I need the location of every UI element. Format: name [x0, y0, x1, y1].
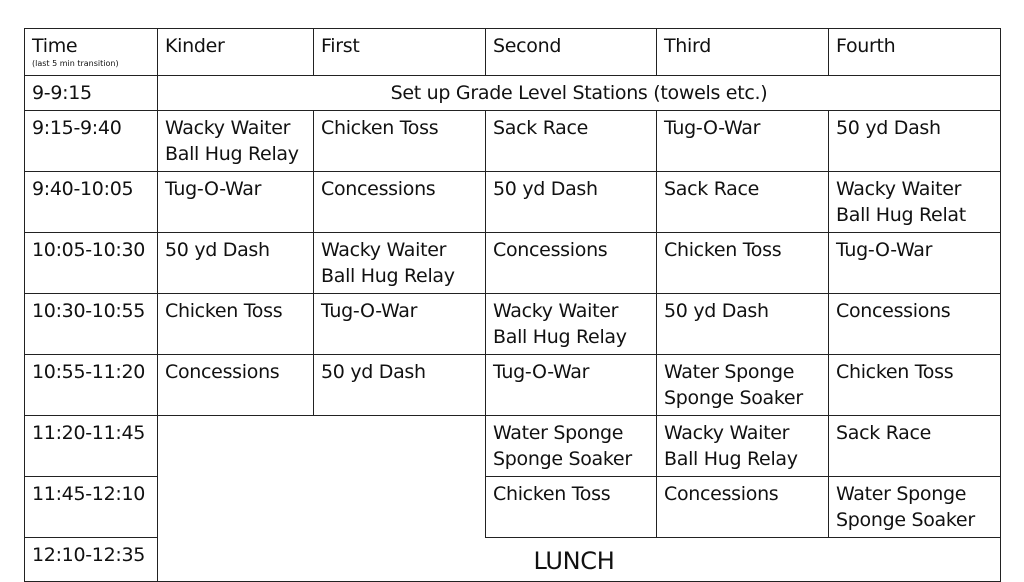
activity-text: Ball Hug Relay [165, 143, 299, 165]
activity-text: Wacky Waiter [664, 422, 790, 444]
activity-text: Wacky Waiter [165, 117, 291, 139]
activity-text: Ball Hug Relay [664, 448, 798, 470]
activity-text: Sponge Soaker [493, 448, 632, 470]
activity-text: 50 yd Dash [321, 361, 426, 383]
cell-fourth [829, 294, 1001, 355]
activity-text: Wacky Waiter [836, 178, 962, 200]
activity-text: Ball Hug Relat [836, 204, 966, 226]
cell-fourth [829, 233, 1001, 294]
lunch-text: LUNCH [533, 546, 615, 575]
cell-second [486, 172, 657, 233]
cell-third [657, 111, 829, 172]
time-cell [25, 416, 158, 477]
activity-text: Concessions [836, 300, 951, 322]
activity-text: 50 yd Dash [165, 239, 270, 261]
activity-text: 12:10-12:35 [32, 544, 146, 566]
cell-kinder [158, 111, 314, 172]
activity-text: Chicken Toss [836, 361, 954, 383]
activity-text: 10:05-10:30 [32, 239, 146, 261]
cell-first [314, 172, 486, 233]
time-cell [25, 538, 158, 582]
activity-text: Sponge Soaker [836, 509, 975, 531]
setup-text: Set up Grade Level Stations (towels etc.) [158, 76, 1001, 111]
activity-text: Concessions [493, 239, 608, 261]
header-time [25, 29, 158, 76]
cell-kinder [158, 233, 314, 294]
cell-second [486, 477, 657, 538]
cell-third [657, 294, 829, 355]
activity-text: Concessions [165, 361, 280, 383]
cell-first [314, 355, 486, 416]
cell-fourth [829, 477, 1001, 538]
lunch-cell [158, 538, 1001, 582]
schedule-row [25, 172, 1001, 233]
empty-cell [158, 416, 486, 538]
cell-first [314, 294, 486, 355]
header-row [25, 29, 1001, 76]
activity-text: 9:15-9:40 [32, 117, 122, 139]
cell-fourth [829, 355, 1001, 416]
schedule-row [25, 294, 1001, 355]
activity-text: Water Sponge [664, 361, 795, 383]
header-kinder: Kinder [158, 29, 314, 76]
activity-text: Sack Race [836, 422, 932, 444]
time-cell [25, 172, 158, 233]
activity-text: Chicken Toss [165, 300, 283, 322]
schedule-row [25, 416, 1001, 477]
activity-text: 10:30-10:55 [32, 300, 146, 322]
activity-text: 50 yd Dash [493, 178, 598, 200]
cell-first [314, 111, 486, 172]
header-time-label: Time [32, 35, 78, 57]
activity-text: Sack Race [493, 117, 589, 139]
cell-third [657, 172, 829, 233]
activity-text: Tug-O-War [836, 239, 933, 261]
setup-row [25, 76, 1001, 111]
schedule-table [24, 28, 1001, 582]
cell-fourth [829, 416, 1001, 477]
schedule-row [25, 233, 1001, 294]
time-cell [25, 111, 158, 172]
activity-text: 11:20-11:45 [32, 422, 146, 444]
cell-second [486, 233, 657, 294]
cell-fourth [829, 172, 1001, 233]
schedule-row [25, 111, 1001, 172]
activity-text: Wacky Waiter [321, 239, 447, 261]
activity-text: Water Sponge [493, 422, 624, 444]
activity-text: Chicken Toss [321, 117, 439, 139]
activity-text: 10:55-11:20 [32, 361, 146, 383]
activity-text: 11:45-12:10 [32, 483, 146, 505]
cell-kinder [158, 355, 314, 416]
activity-text: Water Sponge [836, 483, 967, 505]
cell-third [657, 355, 829, 416]
cell-second [486, 294, 657, 355]
setup-time: 9-9:15 [25, 76, 158, 111]
time-cell [25, 355, 158, 416]
activity-text: 50 yd Dash [836, 117, 941, 139]
activity-text: Ball Hug Relay [493, 326, 627, 348]
activity-text: 50 yd Dash [664, 300, 769, 322]
activity-text: Tug-O-War [321, 300, 418, 322]
header-first: First [314, 29, 486, 76]
activity-text: Chicken Toss [664, 239, 782, 261]
header-third: Third [657, 29, 829, 76]
schedule-row [25, 355, 1001, 416]
activity-text: Tug-O-War [165, 178, 262, 200]
activity-text: Tug-O-War [664, 117, 761, 139]
cell-second [486, 111, 657, 172]
cell-third [657, 233, 829, 294]
cell-kinder [158, 294, 314, 355]
cell-kinder [158, 172, 314, 233]
time-cell [25, 294, 158, 355]
cell-third [657, 477, 829, 538]
activity-text: 9:40-10:05 [32, 178, 134, 200]
header-fourth: Fourth [829, 29, 1001, 76]
cell-fourth [829, 111, 1001, 172]
time-cell [25, 233, 158, 294]
cell-first [314, 233, 486, 294]
activity-text: Concessions [321, 178, 436, 200]
time-cell [25, 477, 158, 538]
activity-text: Concessions [664, 483, 779, 505]
activity-text: Sack Race [664, 178, 760, 200]
header-second: Second [486, 29, 657, 76]
activity-text: Wacky Waiter [493, 300, 619, 322]
lunch-row [25, 538, 1001, 582]
activity-text: Chicken Toss [493, 483, 611, 505]
cell-second [486, 355, 657, 416]
activity-text: Ball Hug Relay [321, 265, 455, 287]
cell-second [486, 416, 657, 477]
activity-text: Tug-O-War [493, 361, 590, 383]
cell-third [657, 416, 829, 477]
activity-text: Sponge Soaker [664, 387, 803, 409]
header-time-note: (last 5 min transition) [32, 59, 119, 68]
